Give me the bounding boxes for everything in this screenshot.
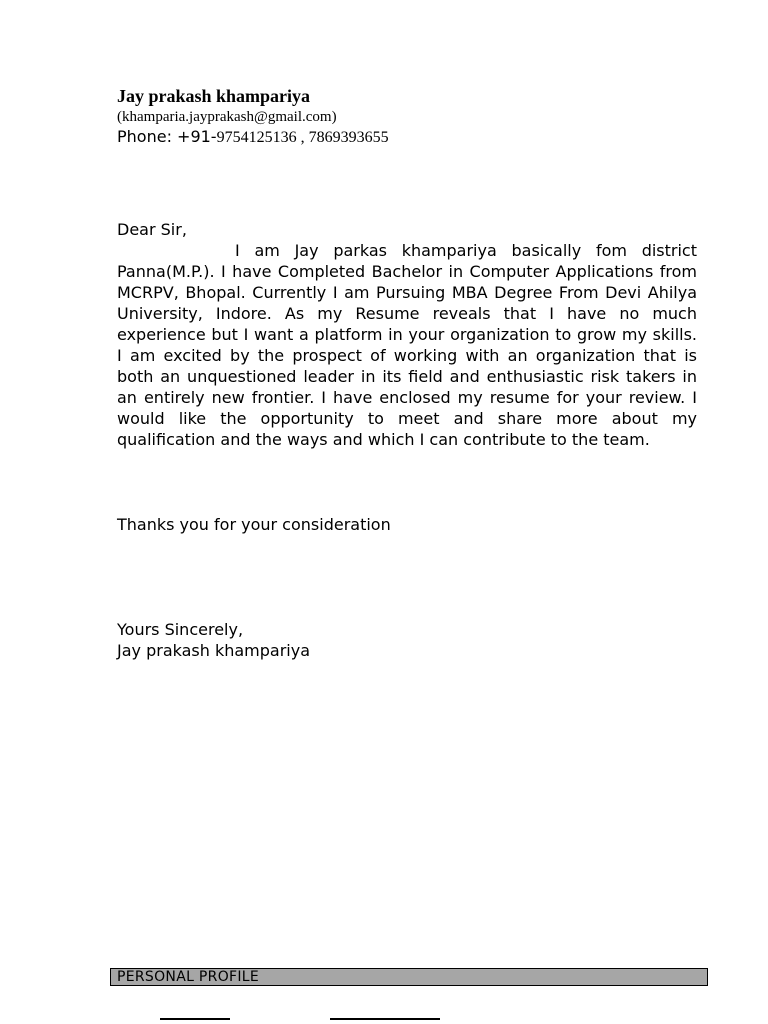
personal-profile-heading-bar (110, 968, 708, 986)
salutation: Dear Sir, (117, 220, 187, 239)
phone-numbers: 9754125136 , 7869393655 (216, 129, 389, 146)
thanks-line: Thanks you for your consideration (117, 515, 391, 534)
letter-body: I am Jay parkas khampariya basically fom district Panna(M.P.). I have Completed Bachelor in Computer Applications from MCRPV, Bhopal. Currently I am Pursuing MBA Degree From Devi Ahilya University, Indore. As my Resume reveals that I have no much experience but I want a platform in your organization to grow my skills. I am excited by the prospect of working with an organization that is both an unquestioned leader in its field and enthusiastic risk takers in an entirely new frontier. I have enclosed my resume for your review. I would like the opportunity to meet and share more about my qualification and the ways and which I can contribute to the team. (117, 241, 697, 449)
cut-off-text-row (0, 1018, 768, 1024)
cut-off-text-fragment (160, 1018, 230, 1020)
sender-phone (117, 127, 389, 148)
personal-profile-heading: PERSONAL PROFILE (117, 969, 260, 985)
sender-email: (khamparia.jayprakash@gmail.com) (117, 109, 337, 125)
sender-name: Jay prakash khampariya (117, 86, 311, 106)
signature-name: Jay prakash khampariya (117, 641, 311, 660)
closing-line: Yours Sincerely, (117, 620, 244, 639)
cut-off-text-fragment (330, 1018, 440, 1020)
phone-label: Phone: +91- (117, 127, 217, 146)
